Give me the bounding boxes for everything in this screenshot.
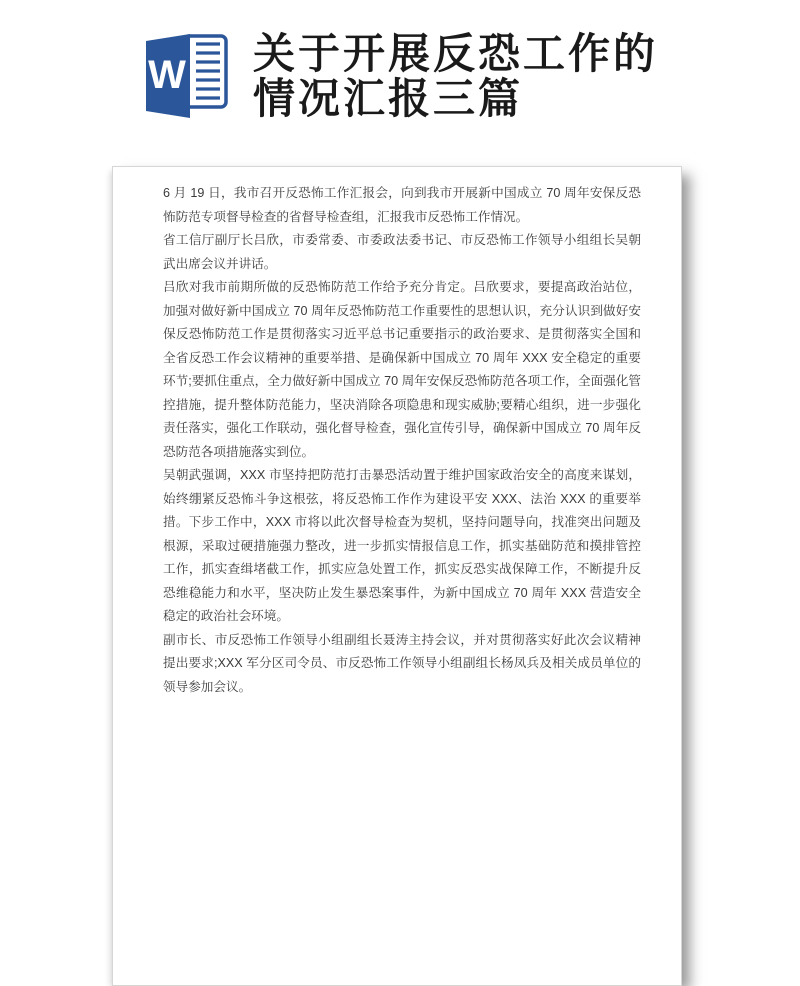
document-preview-page [112, 166, 682, 986]
paragraph: 省工信厅副厅长吕欣，市委常委、市委政法委书记、市反恐怖工作领导小组组长吴朝武出席会议并讲话。 [163, 233, 641, 271]
document-header [0, 0, 800, 150]
word-icon-page-lines [196, 44, 220, 98]
paragraph: 副市长、市反恐怖工作领导小组副组长聂涛主持会议，并对贯彻落实好此次会议精神提出要求;XXX 军分区司令员、市反恐怖工作领导小组副组长杨凤兵及相关成员单位的领导参加会议。 [163, 632, 641, 694]
document-body [113, 167, 681, 719]
page-title: 关于开展反恐工作的情况汇报三篇 [253, 30, 659, 122]
paragraph: 6 月 19 日，我市召开反恐怖工作汇报会，向到我市开展新中国成立 70 周年安保反恐怖防范专项督导检查的省督导检查组，汇报我市反恐怖工作情况。 [163, 186, 641, 224]
paragraph: 吴朝武强调，XXX 市坚持把防范打击暴恐活动置于维护国家政治安全的高度来谋划，始终绷紧反恐怖斗争这根弦，将反恐怖工作作为建设平安 XXX、法治 XXX 的重要举措。下步工作中，XXX 市将以此次督导检查为契机，坚持问题导向，找准突出问题及根源，采取过硬措施强力整改，进一步抓实情报信息工作，抓实基础防范和摸排管控工作，抓实查缉堵截工作，抓实应急处置工作，抓实反恐实战保障工作，不断提升反恐维稳能力和水平，坚决防止发生暴恐案事件，为新中国成立 70 周年 XXX 营造安全稳定的政治社会环境。 [163, 468, 641, 623]
word-document-icon [144, 34, 228, 118]
paragraph: 吕欣对我市前期所做的反恐怖防范工作给予充分肯定。吕欣要求，要提高政治站位，加强对做好新中国成立 70 周年反恐怖防范工作重要性的思想认识，充分认识到做好安保反恐怖防范工作是贯彻落实习近平总书记重要指示的政治要求、是贯彻落实全国和全省反恐工作会议精神的重要举措、是确保新中国成立 70 周年 XXX 安全稳定的重要环节;要抓住重点，全力做好新中国成立 70 周年安保反恐怖防范各项工作，全面强化管控措施，提升整体防范能力，坚决消除各项隐患和现实威胁;要精心组织，进一步强化责任落实，强化工作联动，强化督导检查，强化宣传引导，确保新中国成立 70 周年反恐防范各项措施落实到位。 [163, 280, 641, 459]
word-icon-letter: W [148, 53, 186, 97]
